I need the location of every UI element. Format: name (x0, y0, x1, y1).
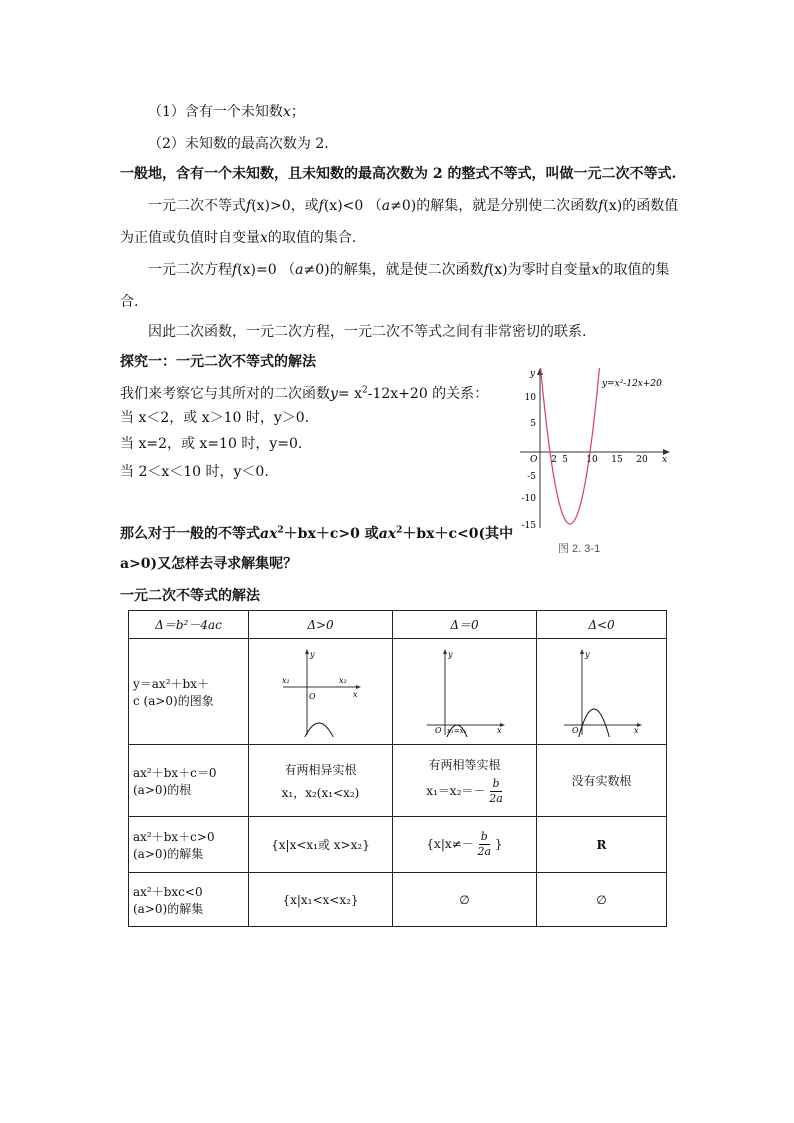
svg-text:x: x (633, 725, 639, 735)
paragraph-1-line2: 为正值或负值时自变量x的取值的集合. (120, 230, 357, 246)
condition-2: （2）未知数的最高次数为 2. (148, 136, 329, 152)
definition: 一般地，含有一个未知数，且未知数的最高次数为 2 的整式不等式，叫做一元二次不等式. (120, 166, 677, 182)
svg-text:x: x (496, 725, 502, 735)
roots-cell-positive: 有两相异实根 x₁，x₂(x₁<x₂) (249, 745, 393, 817)
x-tick-5: 5 (562, 455, 568, 465)
greater-cell-positive: {x|x<x₁或 x>x₂} (249, 817, 393, 873)
x-tick-15: 15 (611, 455, 623, 465)
svg-text:O: O (308, 691, 316, 701)
y-tick-5: 5 (530, 419, 536, 429)
mini-graph-one-root (423, 647, 507, 737)
x-tick-10: 10 (586, 455, 598, 465)
svg-text:y: y (447, 649, 453, 659)
greater-cell-negative: R (537, 817, 667, 873)
svg-text:x₁=x₂: x₁=x₂ (446, 726, 466, 735)
graph-cell-positive (249, 639, 393, 745)
paragraph-2-line2: 合. (120, 294, 139, 310)
greater-row-label: ax²＋bx＋c>0 (a>0)的解集 (129, 817, 249, 873)
header-negative: Δ<0 (537, 611, 667, 639)
header-zero: Δ＝0 (393, 611, 537, 639)
method-title: 一元二次不等式的解法 (120, 588, 260, 604)
paragraph-1-line1: 一元二次不等式f(x)>0，或f(x)<0 （a≠0)的解集，就是分别使二次函数f(x)的函数值 (148, 198, 679, 214)
y-tick-neg10: -10 (521, 494, 536, 504)
case-1: 当 x＜2，或 x＞10 时，y＞0. (120, 410, 310, 426)
observe-line: 我们来考察它与其所对的二次函数$y= x^2-12x+20$ 的关系： (120, 385, 489, 402)
table-header-row (129, 611, 667, 639)
y-tick-neg15: -15 (521, 521, 536, 530)
svg-text:x₁: x₁ (281, 675, 290, 685)
svg-text:y: y (309, 649, 315, 659)
solution-table (128, 610, 667, 927)
svg-text:O: O (434, 725, 442, 735)
case-3: 当 2＜x＜10 时，y＜0. (120, 464, 269, 480)
table-row-less (129, 873, 667, 927)
y-axis-arrow (537, 368, 543, 375)
graph-row-label: y＝ax²＋bx＋ c (a>0)的图象 (129, 639, 249, 745)
svg-text:x₂: x₂ (338, 675, 347, 685)
svg-text:x: x (352, 689, 358, 699)
x-axis-label: x (662, 455, 668, 465)
x-tick-2: 2 (551, 455, 557, 465)
roots-cell-negative: 没有实数根 (537, 745, 667, 817)
header-discriminant: Δ＝b²－4ac (129, 611, 249, 639)
paragraph-3: 因此二次函数，一元二次方程，一元二次不等式之间有非常密切的联系. (148, 324, 587, 340)
svg-text:O: O (571, 725, 579, 735)
greater-cell-zero: {x|x≠－ $\frac{b}{2a}$ } (393, 817, 537, 873)
origin-label: O (530, 455, 538, 465)
explore-title: 探究一：一元二次不等式的解法 (120, 354, 316, 370)
y-tick-neg5: -5 (527, 472, 536, 482)
header-positive: Δ>0 (249, 611, 393, 639)
question-line1: 那么对于一般的不等式$ax^2+bx+c>0$ 或$ax^2+bx+c<0$(其中 (120, 525, 514, 542)
y-tick-10: 10 (524, 393, 536, 403)
less-cell-positive: {x|x₁<x<x₂} (249, 873, 393, 927)
parabola-graph (520, 368, 670, 530)
table-row-greater (129, 817, 667, 873)
roots-row-label: ax²＋bx＋c＝0 (a>0)的根 (129, 745, 249, 817)
figure-caption: 图 2. 3-1 (558, 543, 601, 555)
paragraph-2-line1: 一元二次方程f(x)=0 （a≠0)的解集，就是使二次函数f(x)为零时自变量x的取值的集 (148, 262, 670, 278)
x-tick-20: 20 (636, 455, 648, 465)
mini-graph-two-roots (279, 647, 363, 737)
mini-graph-no-roots (560, 647, 644, 737)
graph-cell-negative (537, 639, 667, 745)
question-line2: a>0)又怎样去寻求解集呢？ (120, 556, 298, 572)
case-2: 当 x=2，或 x=10 时，y=0. (120, 436, 303, 452)
parabola-curve (534, 368, 606, 524)
less-cell-negative: ∅ (537, 873, 667, 927)
less-row-label: ax²＋bxc<0 (a>0)的解集 (129, 873, 249, 927)
svg-text:y: y (584, 649, 590, 659)
y-axis-label: y (529, 369, 535, 379)
roots-cell-zero: 有两相等实根 x₁＝x₂＝－ $\frac{b}{2a}$ (393, 745, 537, 817)
table-row-graph (129, 639, 667, 745)
condition-1: （1）含有一个未知数x； (148, 104, 305, 120)
graph-cell-zero (393, 639, 537, 745)
curve-label: y=x²-12x+20 (602, 379, 662, 389)
table-row-roots (129, 745, 667, 817)
less-cell-zero: ∅ (393, 873, 537, 927)
